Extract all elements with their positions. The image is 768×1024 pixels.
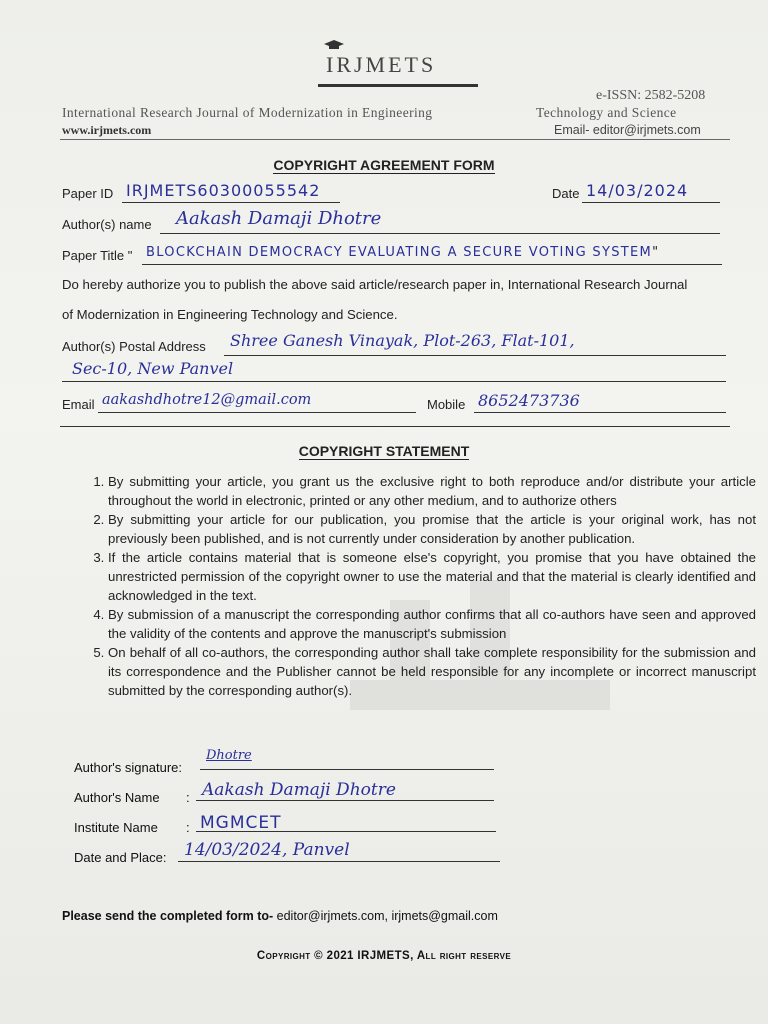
email-label: Email xyxy=(62,397,95,412)
statement-item: 4. By submission of a manuscript the corresponding author confirms that all co-authors have seen and approved the validity of the contents and approve the manuscript's submission xyxy=(108,605,756,643)
graduation-cap-icon xyxy=(324,40,344,50)
author-name-sig-line xyxy=(196,800,494,801)
institute-value: MGMCET xyxy=(200,813,282,833)
logo-text: IRJMETS xyxy=(326,52,437,77)
author-name-sep: : xyxy=(186,790,190,805)
authorize-line-1: Do hereby authorize you to publish the above said article/research paper in, International Research Journal xyxy=(62,277,688,292)
mobile-line xyxy=(474,412,726,413)
institute-sep: : xyxy=(186,820,190,835)
journal-website: www.irjmets.com xyxy=(62,123,152,137)
postal-address-value-2: Sec-10, New Panvel xyxy=(72,359,234,378)
author-name-value: Aakash Damaji Dhotre xyxy=(176,208,382,229)
statement-item: 3. If the article contains material that is someone else's copyright, you promise that you have obtained the unrestricted permission of the copyright owner to use the material and that the material is clearly identified and acknowledged in the text. xyxy=(108,548,756,605)
journal-email: Email- editor@irjmets.com xyxy=(554,123,701,137)
issn: e-ISSN: 2582-5208 xyxy=(596,88,706,103)
date-label: Date xyxy=(552,186,580,201)
date-place-value: 14/03/2024, Panvel xyxy=(184,840,350,860)
journal-name-right: Technology and Science xyxy=(536,105,677,120)
postal-address-value-1: Shree Ganesh Vinayak, Plot-263, Flat-101, xyxy=(230,331,575,350)
journal-logo xyxy=(318,40,488,100)
header-divider xyxy=(60,139,730,140)
copyright-notice: Copyright © 2021 IRJMETS, All right reserve xyxy=(256,950,512,962)
signature-line xyxy=(200,769,494,770)
section-divider xyxy=(60,426,730,427)
postal-address-line-2 xyxy=(62,381,726,382)
paper-id-line xyxy=(122,202,340,203)
form-title: COPYRIGHT AGREEMENT FORM xyxy=(273,157,495,173)
postal-address-label: Author(s) Postal Address xyxy=(62,339,206,354)
institute-label: Institute Name xyxy=(74,820,158,835)
author-name-sig-value: Aakash Damaji Dhotre xyxy=(202,780,396,800)
statement-title: COPYRIGHT STATEMENT xyxy=(298,443,470,459)
email-value: aakashdhotre12@gmail.com xyxy=(102,392,312,408)
postal-address-line-1 xyxy=(224,355,726,356)
author-name-label: Author(s) name xyxy=(62,217,152,232)
statement-item: 2. By submitting your article for our publication, you promise that the article is your original work, has not previously been published, and is not currently under consideration by another publication. xyxy=(108,510,756,548)
author-signature: Dhotre xyxy=(206,748,252,763)
author-name-line xyxy=(160,233,720,234)
paper-id-label: Paper ID xyxy=(62,186,114,201)
journal-name-left: International Research Journal of Modernization in Engineering xyxy=(62,105,433,120)
paper-title-line xyxy=(142,264,722,265)
signature-label: Author's signature: xyxy=(74,760,182,775)
statement-item: 5. On behalf of all co-authors, the corresponding author shall take complete responsibility for the submission and its correspondence and the Publisher cannot be held responsible for any incomplete or incorrect manuscript submitted by the corresponding author(s). xyxy=(108,643,756,700)
date-line xyxy=(582,202,720,203)
date-value: 14/03/2024 xyxy=(586,181,689,200)
authorize-line-2: of Modernization in Engineering Technology and Science. xyxy=(62,307,398,322)
date-place-label: Date and Place: xyxy=(74,850,167,865)
mobile-label: Mobile xyxy=(427,397,466,412)
paper-id-value: IRJMETS60300055542 xyxy=(126,181,321,200)
mobile-value: 8652473736 xyxy=(478,391,580,410)
email-line xyxy=(98,412,416,413)
logo-underline xyxy=(318,84,478,87)
paper-title-value: BLOCKCHAIN DEMOCRACY EVALUATING A SECURE VOTING SYSTEM" xyxy=(146,245,660,260)
date-place-line xyxy=(178,861,500,862)
send-instructions: Please send the completed form to- editor@irjmets.com, irjmets@gmail.com xyxy=(62,909,498,923)
paper-title-label: Paper Title " xyxy=(62,248,133,263)
statement-list xyxy=(82,472,756,700)
author-name-sig-label: Author's Name xyxy=(74,790,160,805)
statement-item: 1. By submitting your article, you grant us the exclusive right to both reproduce and/or distribute your article throughout the world in electronic, printed or any other medium, and to authorize others xyxy=(108,472,756,510)
